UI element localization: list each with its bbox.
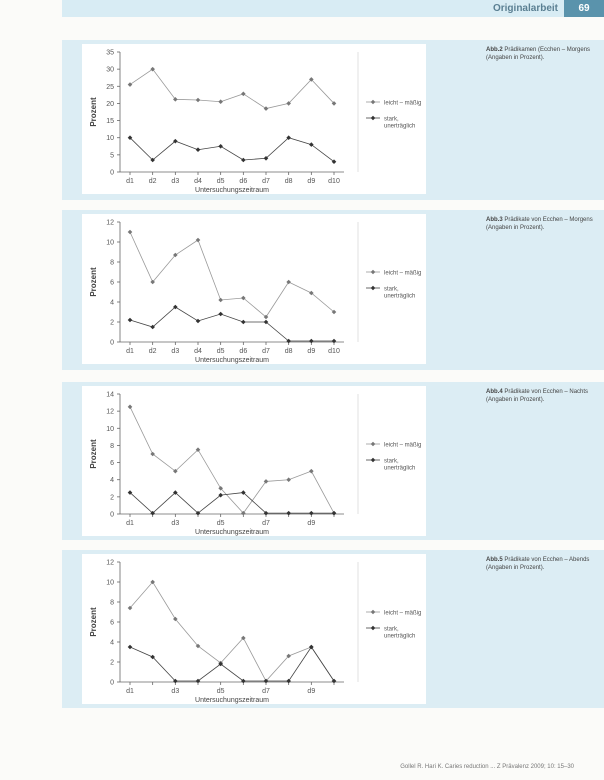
x-tick-label: d9 [307, 178, 316, 185]
y-tick-label: 10 [106, 425, 114, 433]
data-point-2 [196, 147, 201, 152]
legend-marker-1 [371, 610, 376, 615]
y-tick-label: 2 [110, 494, 114, 502]
x-tick-label: d1 [126, 688, 134, 695]
line-chart-3 [82, 386, 426, 536]
legend-marker-1 [371, 270, 376, 275]
x-tick-label: d8 [284, 178, 293, 185]
figure-caption-4: Abb.5 Prädikate von Ecchen – Abends (Angaben in Prozent). [486, 557, 590, 571]
x-tick-label: d9 [307, 520, 316, 527]
y-tick-label: 6 [110, 460, 114, 468]
figure-panel-1 [62, 40, 604, 200]
legend-label-1: leicht – mäßig [384, 100, 422, 107]
data-point-1 [128, 82, 133, 87]
x-tick-label: d3 [171, 688, 180, 695]
x-tick-label: d2 [148, 178, 157, 185]
x-tick-label: d1 [126, 348, 134, 355]
x-tick-label: d3 [171, 520, 180, 527]
data-point-2 [218, 312, 223, 317]
figure-panel-2 [62, 210, 604, 370]
data-point-2 [241, 158, 246, 163]
legend-label-2: unerträglich [384, 293, 416, 300]
x-tick-label: d7 [262, 520, 270, 527]
line-chart-1 [82, 44, 426, 194]
y-tick-label: 10 [106, 135, 114, 143]
data-point-2 [332, 679, 337, 684]
y-axis-label: Prozent [89, 607, 98, 637]
y-tick-label: 12 [106, 408, 114, 416]
y-tick-label: 0 [110, 169, 114, 177]
legend-marker-1 [371, 100, 376, 105]
legend-label-2: unerträglich [384, 465, 416, 472]
series-line-1 [130, 582, 334, 681]
legend-marker-2 [371, 286, 376, 291]
x-tick-label: d1 [126, 520, 134, 527]
y-tick-label: 2 [110, 659, 114, 667]
legend-label-2: unerträglich [384, 123, 416, 130]
data-point-2 [309, 511, 314, 516]
y-axis-label: Prozent [89, 97, 98, 127]
legend-label-2: stark, [384, 458, 399, 465]
x-tick-label: d7 [262, 688, 270, 695]
legend-label-2: stark, [384, 286, 399, 293]
x-tick-label: d6 [239, 348, 248, 355]
page-number: 69 [564, 0, 604, 17]
line-chart-2 [82, 214, 426, 364]
data-point-1 [309, 469, 314, 474]
x-tick-label: d3 [171, 178, 180, 185]
legend-marker-2 [371, 458, 376, 463]
page-header [62, 0, 604, 17]
figure-panel-4 [62, 550, 604, 708]
data-point-2 [241, 320, 246, 325]
x-axis-label: Untersuchungszeitraum [195, 187, 269, 194]
series-line-2 [130, 493, 334, 514]
data-point-1 [128, 405, 133, 410]
x-tick-label: d4 [194, 348, 202, 355]
data-point-1 [196, 238, 201, 243]
y-tick-label: 6 [110, 279, 114, 287]
legend-label-1: leicht – mäßig [384, 610, 422, 617]
y-tick-label: 15 [106, 118, 114, 126]
series-line-1 [130, 69, 334, 108]
y-tick-label: 5 [110, 152, 114, 160]
y-tick-label: 12 [106, 219, 114, 227]
y-axis-label: Prozent [89, 267, 98, 297]
y-tick-label: 0 [110, 511, 114, 519]
legend-marker-2 [371, 116, 376, 121]
figure-caption-3: Abb.4 Prädikate von Ecchen – Nachts (Angaben in Prozent). [486, 389, 589, 403]
series-line-2 [130, 647, 334, 681]
x-tick-label: d5 [216, 178, 225, 185]
y-tick-label: 0 [110, 339, 114, 347]
y-tick-label: 4 [110, 299, 114, 307]
y-tick-label: 2 [110, 319, 114, 327]
x-tick-label: d6 [239, 178, 248, 185]
y-tick-label: 8 [110, 442, 114, 450]
data-point-2 [128, 645, 133, 650]
series-line-1 [130, 232, 334, 317]
y-tick-label: 4 [110, 639, 114, 647]
legend-marker-2 [371, 626, 376, 631]
y-tick-label: 8 [110, 259, 114, 267]
data-point-2 [332, 511, 337, 516]
data-point-2 [332, 339, 337, 344]
x-tick-label: d1 [126, 178, 134, 185]
x-axis-label: Untersuchungszeitraum [195, 357, 269, 364]
x-axis-label: Untersuchungszeitraum [195, 697, 269, 704]
data-point-2 [218, 144, 223, 149]
legend-label-2: stark, [384, 116, 399, 123]
legend-marker-1 [371, 442, 376, 447]
x-tick-label: d4 [194, 178, 202, 185]
data-point-1 [218, 99, 223, 104]
legend-label-1: leicht – mäßig [384, 270, 422, 277]
x-tick-label: d8 [284, 348, 293, 355]
data-point-2 [286, 511, 291, 516]
y-axis-label: Prozent [89, 439, 98, 469]
data-point-1 [196, 98, 201, 103]
x-tick-label: d9 [307, 348, 316, 355]
data-point-1 [218, 298, 223, 303]
x-tick-label: d7 [262, 348, 270, 355]
figure-caption-2: Abb.3 Prädikate von Ecchen – Morgens (Angaben in Prozent). [486, 217, 593, 231]
x-tick-label: d5 [216, 348, 225, 355]
legend-label-2: unerträglich [384, 633, 416, 640]
data-point-2 [196, 319, 201, 324]
data-point-1 [286, 477, 291, 482]
data-point-1 [128, 230, 133, 235]
series-line-1 [130, 407, 334, 513]
x-tick-label: d5 [216, 688, 225, 695]
y-tick-label: 14 [106, 391, 114, 399]
y-tick-label: 6 [110, 619, 114, 627]
data-point-1 [286, 280, 291, 285]
data-point-2 [309, 645, 314, 650]
section-label: Originalarbeit [492, 3, 558, 14]
y-tick-label: 10 [106, 239, 114, 247]
y-tick-label: 12 [106, 559, 114, 567]
data-point-1 [264, 106, 269, 111]
series-line-2 [130, 138, 334, 162]
y-tick-label: 0 [110, 679, 114, 687]
figure-caption-1: Abb.2 Prädikamen (Ecchen – Morgens (Angaben in Prozent). [486, 47, 591, 61]
x-tick-label: d7 [262, 178, 270, 185]
x-axis-label: Untersuchungszeitraum [195, 529, 269, 536]
y-tick-label: 20 [106, 100, 114, 108]
y-tick-label: 30 [106, 66, 114, 74]
legend-label-1: leicht – mäßig [384, 442, 422, 449]
data-point-2 [286, 679, 291, 684]
figure-panel-3 [62, 382, 604, 540]
x-tick-label: d9 [307, 688, 316, 695]
y-tick-label: 8 [110, 599, 114, 607]
y-tick-label: 25 [106, 83, 114, 91]
data-point-2 [309, 339, 314, 344]
x-tick-label: d3 [171, 348, 180, 355]
line-chart-4 [82, 554, 426, 704]
y-tick-label: 10 [106, 579, 114, 587]
x-tick-label: d10 [328, 348, 340, 355]
data-point-1 [241, 92, 246, 97]
y-tick-label: 35 [106, 49, 114, 57]
footer-citation: Gollel R. Hari K. Caries reduction ... Z Prävalenz 2009; 10: 15–30 [400, 764, 574, 770]
data-point-2 [128, 318, 133, 323]
x-tick-label: d10 [328, 178, 340, 185]
series-line-2 [130, 307, 334, 341]
x-tick-label: d2 [148, 348, 157, 355]
legend-label-2: stark, [384, 626, 399, 633]
x-tick-label: d5 [216, 520, 225, 527]
y-tick-label: 4 [110, 477, 114, 485]
